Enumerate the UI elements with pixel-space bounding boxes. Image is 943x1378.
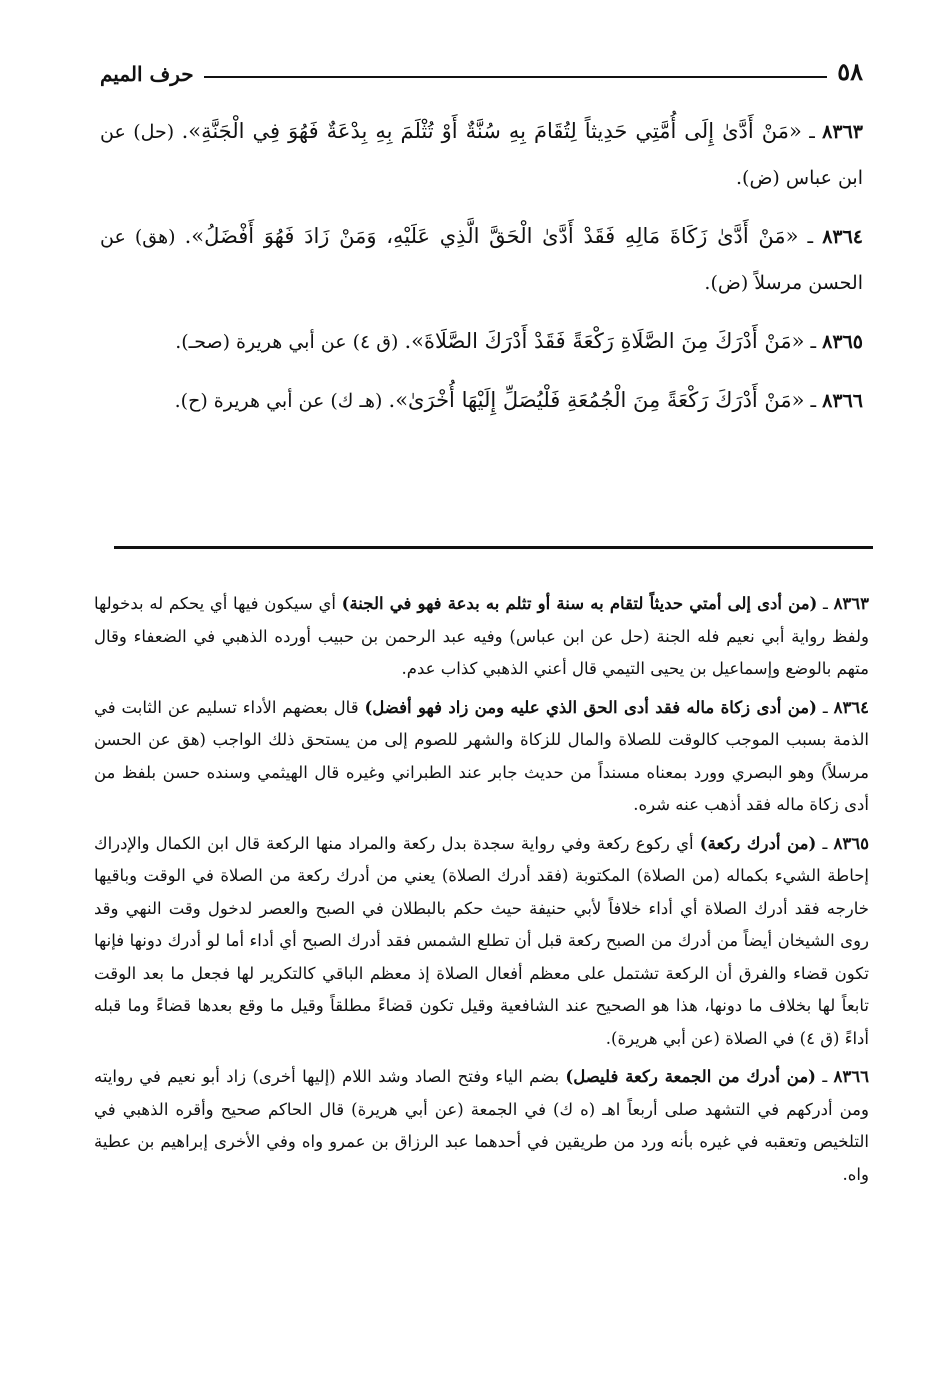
commentary-number: ٨٣٦٦ [833, 1067, 869, 1086]
commentary-number: ٨٣٦٣ [833, 594, 870, 613]
hadith-entry: ٨٣٦٣ ـ «مَنْ أَدَّىٰ إِلَى أُمَّتِي حَدِيثاً لِتُقَامَ بِهِ سُنَّةٌ أَوْ تُثْلَمَ بِهِ بِدْعَةٌ فَهُوَ فِي الْجَنَّةِ». (حل) عن ابن عباس (ض). [100, 119, 863, 189]
hadith-text: «مَنْ أَدَّىٰ إِلَى أُمَّتِي حَدِيثاً لِتُقَامَ بِهِ سُنَّةٌ أَوْ تُثْلَمَ بِهِ بِدْعَةٌ فَهُوَ فِي الْجَنَّةِ». [181, 119, 802, 143]
hadith-source: (هـ ك) عن أبي هريرة (ح). [174, 390, 383, 412]
hadith-text: «مَنْ أَدْرَكَ رَكْعَةً مِنَ الْجُمُعَةِ فَلْيُصَلِّ إِلَيْهَا أُخْرَىٰ». [388, 388, 805, 412]
hadith-number: ٨٣٦٣ [822, 121, 863, 143]
commentary-lemma: (من أدرك من الجمعة ركعة فليصل) [565, 1067, 816, 1086]
commentary-separator [114, 546, 873, 549]
hadith-number: ٨٣٦٦ [822, 390, 863, 412]
commentary-text: أي سيكون فيها أي يحكم له بدخولها ولفظ رواية أبي نعيم فله الجنة (حل عن ابن عباس) وفيه عبد الرحمن بن حبيب أورده الذهبي في الضعفاء وقال متهم بالوضع وإسماعيل بن يحيى التيمي قال أعني الذهبي كذاب عدم. [94, 594, 869, 678]
commentary-entry: ٨٣٦٦ ـ (من أدرك من الجمعة ركعة فليصل) بضم الياء وفتح الصاد وشد اللام (إليها أخرى) زاد أبو نعيم في روايته ومن أدركهم في التشهد صلى أربعاً اهـ (ه ك) في الجمعة (عن أبي هريرة) قال الحاكم صحيح وأقره الذهبي في التلخيص وتعقبه في غيره بأنه ورد من طريقين في أحدهما عبد الرزاق بن عمرو واه وفي الأخرى إبراهيم بن عطية واه. [94, 1067, 869, 1184]
commentary-entry: ٨٣٦٤ ـ (من أدى زكاة ماله فقد أدى الحق الذي عليه ومن زاد فهو أفضل) قال بعضهم الأداء تسليم عن الثابت في الذمة بسبب الموجب كالوقت للصلاة والمال للزكاة والشهر للصوم إلى من يستحق ذلك الواجب (هق عن الحسن مرسلاً) وهو البصري وورد بمعناه مسنداً من حديث جابر عند الطبراني وغيره قال الهيثمي وسنده حسن بلفظ من أدى زكاة ماله فقد أذهب عنه شره. [94, 697, 870, 814]
commentary-lemma: (من أدى زكاة ماله فقد أدى الحق الذي عليه ومن زاد فهو أفضل) [364, 697, 817, 717]
page-number: ٥٨ [837, 57, 863, 86]
hadith-source: (ق ٤) عن أبي هريرة (صحـ). [175, 331, 399, 353]
commentary-entry: ٨٣٦٣ ـ (من أدى إلى أمتي حديثاً لتقام به سنة أو تثلم به بدعة فهو في الجنة) أي سيكون فيها أي يحكم له بدخولها ولفظ رواية أبي نعيم فله الجنة (حل عن ابن عباس) وفيه عبد الرحمن بن حبيب أورده الذهبي في الضعفاء وقال متهم بالوضع وإسماعيل بن يحيى التيمي قال أعني الذهبي كذاب عدم. [94, 594, 870, 678]
page-header [100, 52, 863, 84]
header-rule [204, 76, 828, 78]
commentary-entry: ٨٣٦٥ ـ (من أدرك ركعة) أي ركوع ركعة وفي رواية سجدة بدل ركعة والمراد منها الركعة قال ابن الكمال والإدراك إحاطة الشيء بكماله (من الصلاة) المكتوبة (فقد أدرك الصلاة) يعني من أدرك ركعة من الصلاة في الوقت وباقيها خارجه فقد أدرك الصلاة أي أداء خلافاً لأبي حنيفة حيث حكم بالبطلان في الصبح والعصر لدخول وقت النهي وقد روى الشيخان أيضاً من أدرك من الصبح ركعة قبل أن تطلع الشمس فقد أدرك الصبح أي أداء أما لو أدرك دونها فإنها تكون قضاء والفرق أن الركعة تشتمل على معظم أفعال الصلاة إذ معظم الباقي كالتكرير لها فجعل ما بعد الوقت تابعاً لها بخلاف ما دونها، هذا هو الصحيح عند الشافعية وقيل تكون قضاءً مطلقاً وقيل ما وقع بعدها قضاءً وما قبله أداءً (ق ٤) في الصلاة (عن أبي هريرة). [94, 833, 869, 1048]
commentary-text: بضم الياء وفتح الصاد وشد اللام (إليها أخرى) زاد أبو نعيم في روايته ومن أدركهم في التشهد صلى أربعاً اهـ (ه ك) في الجمعة (عن أبي هريرة) قال الحاكم صحيح وأقره الذهبي في التلخيص وتعقبه في غيره بأنه ورد من طريقين في أحدهما عبد الرزاق بن عمرو واه وفي الأخرى إبراهيم بن عطية واه. [94, 1067, 869, 1184]
hadith-source: (هق) عن الحسن مرسلاً (ض). [100, 226, 863, 294]
book-page [94, 0, 870, 1378]
commentary-number: ٨٣٦٥ [833, 833, 869, 853]
hadith-list [100, 108, 863, 436]
hadith-number: ٨٣٦٤ [822, 226, 864, 248]
hadith-entry: ٨٣٦٥ ـ «مَنْ أَدْرَكَ مِنَ الصَّلَاةِ رَكْعَةً فَقَدْ أَدْرَكَ الصَّلَاةَ». (ق ٤) عن أبي هريرة (صحـ). [175, 329, 863, 353]
chapter-title: حرف الميم [100, 62, 194, 86]
hadith-entry: ٨٣٦٦ ـ «مَنْ أَدْرَكَ رَكْعَةً مِنَ الْجُمُعَةِ فَلْيُصَلِّ إِلَيْهَا أُخْرَىٰ». (هـ ك) عن أبي هريرة (ح). [174, 388, 863, 412]
commentary-text: قال بعضهم الأداء تسليم عن الثابت في الذمة بسبب الموجب كالوقت للصلاة والمال للزكاة والشهر للصوم إلى من يستحق ذلك الواجب (هق عن الحسن مرسلاً) وهو البصري وورد بمعناه مسنداً من حديث جابر عند الطبراني وغيره قال الهيثمي وسنده حسن بلفظ من أدى زكاة ماله فقد أذهب عنه شره. [94, 697, 869, 814]
hadith-entry: ٨٣٦٤ ـ «مَنْ أَدَّىٰ زَكَاةَ مَالِهِ فَقَدْ أَدَّىٰ الْحَقَّ الَّذِي عَلَيْهِ، وَمَنْ زَادَ فَهُوَ أَفْضَلُ». (هق) عن الحسن مرسلاً (ض). [100, 224, 864, 294]
commentary-section [94, 588, 869, 1197]
hadith-text: «مَنْ أَدْرَكَ مِنَ الصَّلَاةِ رَكْعَةً فَقَدْ أَدْرَكَ الصَّلَاةَ». [404, 329, 805, 353]
commentary-lemma: (من أدى إلى أمتي حديثاً لتقام به سنة أو تثلم به بدعة فهو في الجنة) [341, 594, 818, 613]
commentary-number: ٨٣٦٤ [833, 697, 870, 717]
commentary-text: أي ركوع ركعة وفي رواية سجدة بدل ركعة والمراد منها الركعة قال ابن الكمال والإدراك إحاطة الشيء بكماله (من الصلاة) المكتوبة (فقد أدرك الصلاة) يعني من أدرك ركعة من الصلاة في الوقت وباقيها خارجه فقد أدرك الصلاة أي أداء خلافاً لأبي حنيفة حيث حكم بالبطلان في الصبح والعصر لدخول وقت النهي وقد روى الشيخان أيضاً من أدرك من الصبح ركعة قبل أن تطلع الشمس فقد أدرك الصبح أي أداء أما لو أدرك دونها فإنها تكون قضاء والفرق أن الركعة تشتمل على معظم أفعال الصلاة إذ معظم الباقي كالتكرير لها فجعل ما بعد الوقت تابعاً لها بخلاف ما دونها، هذا هو الصحيح عند الشافعية وقيل تكون قضاءً مطلقاً وقيل ما وقع بعدها قضاءً وما قبله أداءً (ق ٤) في الصلاة (عن أبي هريرة). [94, 833, 869, 1048]
hadith-text: «مَنْ أَدَّىٰ زَكَاةَ مَالِهِ فَقَدْ أَدَّىٰ الْحَقَّ الَّذِي عَلَيْهِ، وَمَنْ زَادَ فَهُوَ أَفْضَلُ». [184, 224, 799, 248]
commentary-lemma: (من أدرك ركعة) [699, 833, 817, 853]
hadith-number: ٨٣٦٥ [822, 331, 863, 353]
hadith-source: (حل) عن ابن عباس (ض). [100, 121, 863, 189]
